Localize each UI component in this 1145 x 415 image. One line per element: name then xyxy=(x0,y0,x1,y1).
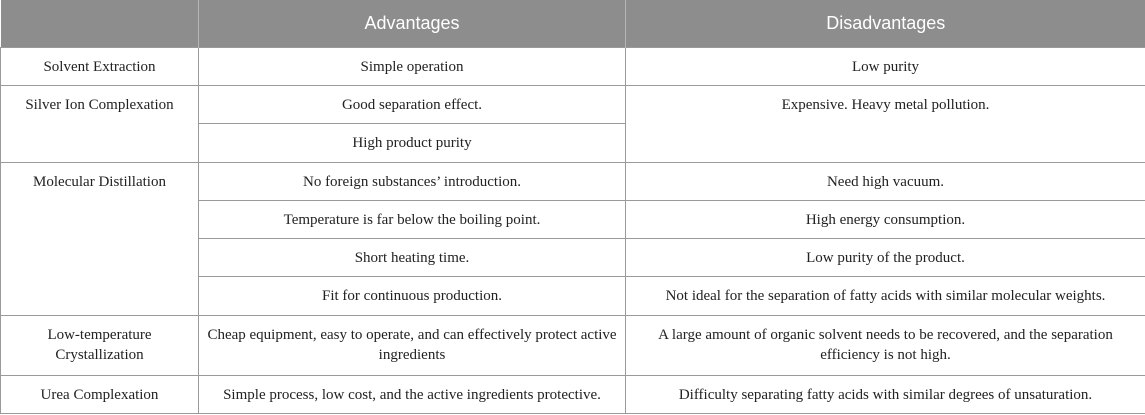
table-row xyxy=(1,376,1145,414)
disadvantage-cell: Need high vacuum. xyxy=(626,163,1145,201)
advantage-cell: High product purity xyxy=(199,124,626,163)
advantage-cell: No foreign substances’ introduction. xyxy=(199,163,626,201)
disadvantage-cell: Low purity xyxy=(626,48,1145,86)
disadvantage-cell: Not ideal for the separation of fatty acids with similar molecular weights. xyxy=(626,277,1145,316)
advantage-cell: Temperature is far below the boiling point. xyxy=(199,201,626,239)
advantage-cell: Cheap equipment, easy to operate, and can effectively protect active ingredients xyxy=(199,316,626,376)
table-row xyxy=(1,86,1145,124)
method-cell: Urea Complexation xyxy=(1,376,199,414)
method-cell: Low-temperature Crystallization xyxy=(1,316,199,376)
advantage-cell: Simple process, low cost, and the active ingredients protective. xyxy=(199,376,626,414)
disadvantage-cell: Difficulty separating fatty acids with similar degrees of unsaturation. xyxy=(626,376,1145,414)
table-row xyxy=(1,316,1145,376)
disadvantage-cell: Expensive. Heavy metal pollution. xyxy=(626,86,1145,163)
header-method xyxy=(1,0,199,48)
table-row xyxy=(1,163,1145,201)
table-row xyxy=(1,48,1145,86)
header-advantages: Advantages xyxy=(199,0,626,48)
header-disadvantages: Disadvantages xyxy=(626,0,1145,48)
advantage-cell: Fit for continuous production. xyxy=(199,277,626,316)
method-cell: Molecular Distillation xyxy=(1,163,199,316)
disadvantage-cell: A large amount of organic solvent needs to be recovered, and the separation efficiency is not high. xyxy=(626,316,1145,376)
advantage-cell: Good separation effect. xyxy=(199,86,626,124)
disadvantage-cell: Low purity of the product. xyxy=(626,239,1145,277)
disadvantage-cell: High energy consumption. xyxy=(626,201,1145,239)
method-cell: Solvent Extraction xyxy=(1,48,199,86)
method-cell: Silver Ion Complexation xyxy=(1,86,199,163)
header-row xyxy=(1,0,1145,48)
advantage-cell: Short heating time. xyxy=(199,239,626,277)
advantage-cell: Simple operation xyxy=(199,48,626,86)
